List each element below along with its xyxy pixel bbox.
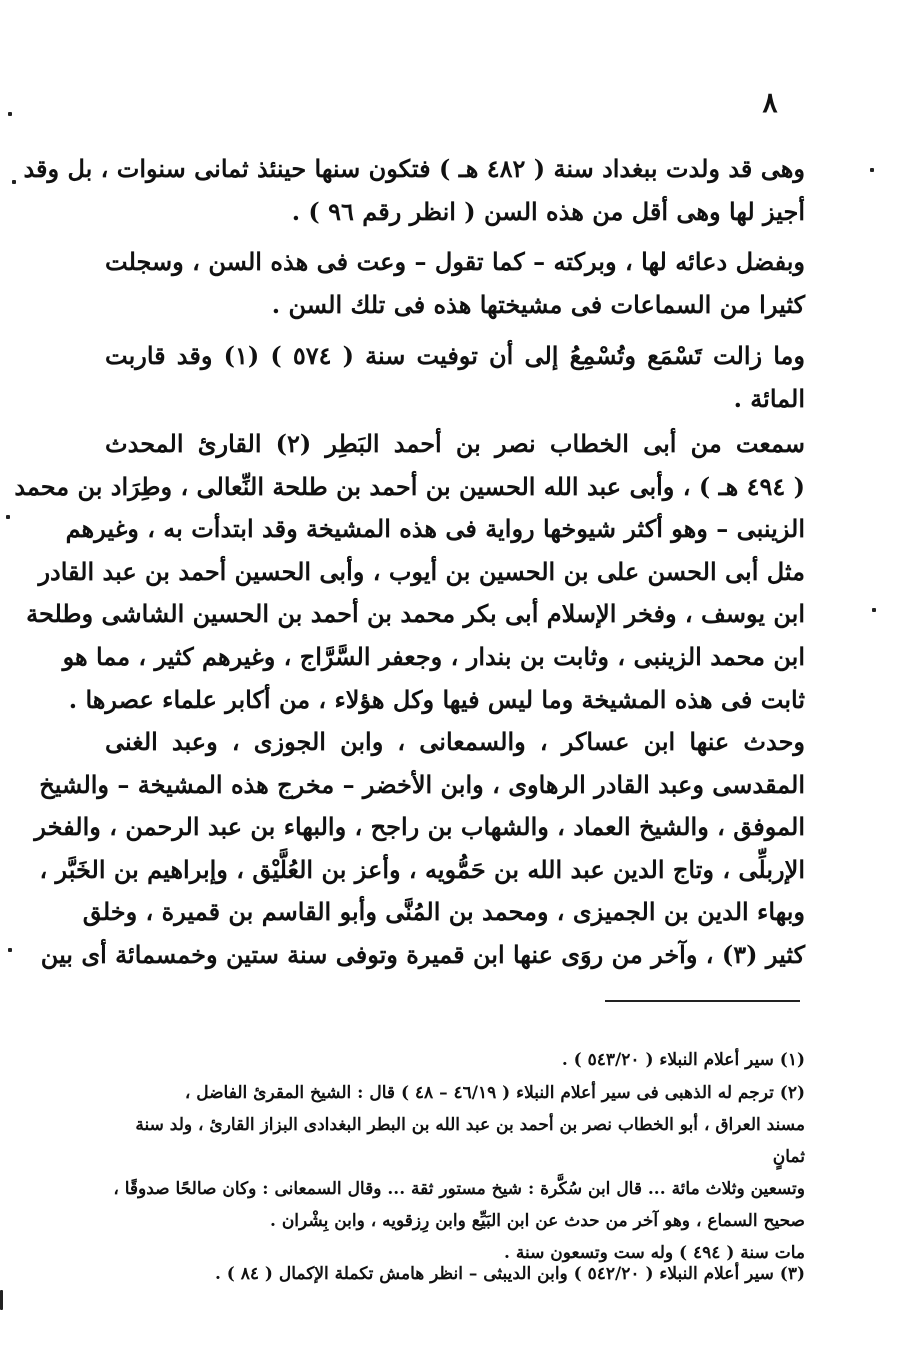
- footnote-line: مات سنة ( ٤٩٤ ) وله ست وتسعون سنة .: [504, 1243, 805, 1263]
- paragraph-teachers: [14, 423, 805, 721]
- text-line: مثل أبى الحسن على بن الحسين بن أيوب ، وأبى الحسين أحمد بن عبد القادر: [38, 556, 805, 586]
- text-line: أجيز لها وهى أقل من هذه السن ( انظر رقم ٩٦ ) .: [291, 196, 805, 226]
- text-line: وما زالت تَسْمَع وتُسْمِعُ إلى أن توفيت سنة ( ٥٧٤ ) (١) وقد قاربت: [105, 341, 806, 370]
- paragraph-birth: [23, 148, 805, 233]
- footnote-2: [105, 1077, 805, 1269]
- text-line: وهى قد ولدت ببغداد سنة ( ٤٨٢ هـ ) فتكون سنها حينئذ ثمانى سنوات ، بل وقد: [23, 154, 805, 183]
- footnote-1: [105, 1044, 805, 1076]
- text-line: المقدسى وعبد القادر الرهاوى ، وابن الأخضر – مخرج هذه المشيخة – والشيخ: [39, 769, 805, 799]
- text-line: سمعت من أبى الخطاب نصر بن أحمد البَطِر (٢) القارئ المحدث: [105, 429, 805, 458]
- text-line: كثيرا من السماعات فى مشيختها هذه فى تلك السن .: [271, 289, 805, 319]
- footnote-line: (٣) سير أعلام النبلاء ( ٥٤٢/٢٠ ) وابن الديبثى – انظر هامش تكملة الإكمال ( ٨٤ ) .: [214, 1264, 805, 1284]
- scan-speck: [12, 180, 16, 184]
- scan-speck: [872, 608, 876, 612]
- scan-speck: [8, 948, 12, 952]
- text-line: الزينبى – وهو أكثر شيوخها رواية فى هذه المشيخة وقد ابتدأت به ، وغيرهم: [65, 514, 805, 544]
- text-line: كثير (٣) ، وآخر من روَى عنها ابن قميرة وتوفى سنة ستين وخمسمائة أى بين: [40, 939, 805, 969]
- text-line: المائة .: [733, 383, 805, 413]
- text-line: وحدث عنها ابن عساكر ، والسمعانى ، وابن الجوزى ، وعبد الغنى: [105, 727, 806, 756]
- footnote-line: صحيح السماع ، وهو آخر من حدث عن ابن البَيِّع وابن رِزقويه ، وابن بِشْران .: [269, 1211, 805, 1231]
- footnote-3: [105, 1258, 805, 1290]
- scan-speck: [870, 168, 874, 172]
- page-number: ٨: [762, 86, 778, 119]
- text-line: ثابت فى هذه المشيخة وما ليس فيها وكل هؤلاء ، من أكابر علماء عصرها .: [68, 684, 805, 714]
- scan-speck: [0, 1290, 3, 1310]
- text-line: ابن محمد الزينبى ، وثابت بن بندار ، وجعفر السَّرَّاج ، وغيرهم كثير ، مما هو: [62, 641, 805, 671]
- text-line: ابن يوسف ، وفخر الإسلام أبى بكر محمد بن أحمد بن الحسين الشاشى وطلحة: [26, 599, 805, 629]
- paragraph-blessing: [105, 241, 805, 326]
- paragraph-death: [105, 335, 805, 420]
- text-line: ( ٤٩٤ هـ ) ، وأبى عبد الله الحسين بن أحمد بن طلحة النِّعالى ، وطِرَاد بن محمد: [14, 471, 805, 501]
- text-line: الإربلِّى ، وتاج الدين عبد الله بن حَمُّويه ، وأعز بن العُلَّيْق ، وإبراهيم بن الخَبَّر ،: [39, 854, 805, 884]
- footnote-line: مسند العراق ، أبو الخطاب نصر بن أحمد بن عبد الله بن البطر البغدادى البزاز القارئ ، ولد سنة ثمانٍ: [135, 1115, 805, 1167]
- scan-speck: [6, 515, 10, 519]
- footnote-line: (١) سير أعلام النبلاء ( ٥٤٣/٢٠ ) .: [561, 1050, 805, 1070]
- text-line: الموفق ، والشيخ العماد ، والشهاب بن راجح ، والبهاء بن عبد الرحمن ، والفخر: [34, 812, 805, 842]
- footnote-line: (٢) ترجم له الذهبى فى سير أعلام النبلاء ( ٤٦/١٩ – ٤٨ ) قال : الشيخ المقرئ الفاضل ،: [184, 1083, 805, 1103]
- footnote-separator: [605, 1000, 800, 1002]
- scan-speck: [8, 112, 12, 116]
- text-line: وبهاء الدين بن الجميزى ، ومحمد بن المُنَّى وأبو القاسم بن قميرة ، وخلق: [82, 897, 805, 927]
- text-line: وبفضل دعائه لها ، وبركته – كما تقول – وعت فى هذه السن ، وسجلت: [105, 247, 805, 276]
- footnote-line: وتسعين وثلاث مائة ... قال ابن سُكَّرة : شيخ مستور ثقة ... وقال السمعانى : وكان صالحًا صدوقًا ،: [113, 1179, 805, 1199]
- paragraph-students: [34, 721, 806, 977]
